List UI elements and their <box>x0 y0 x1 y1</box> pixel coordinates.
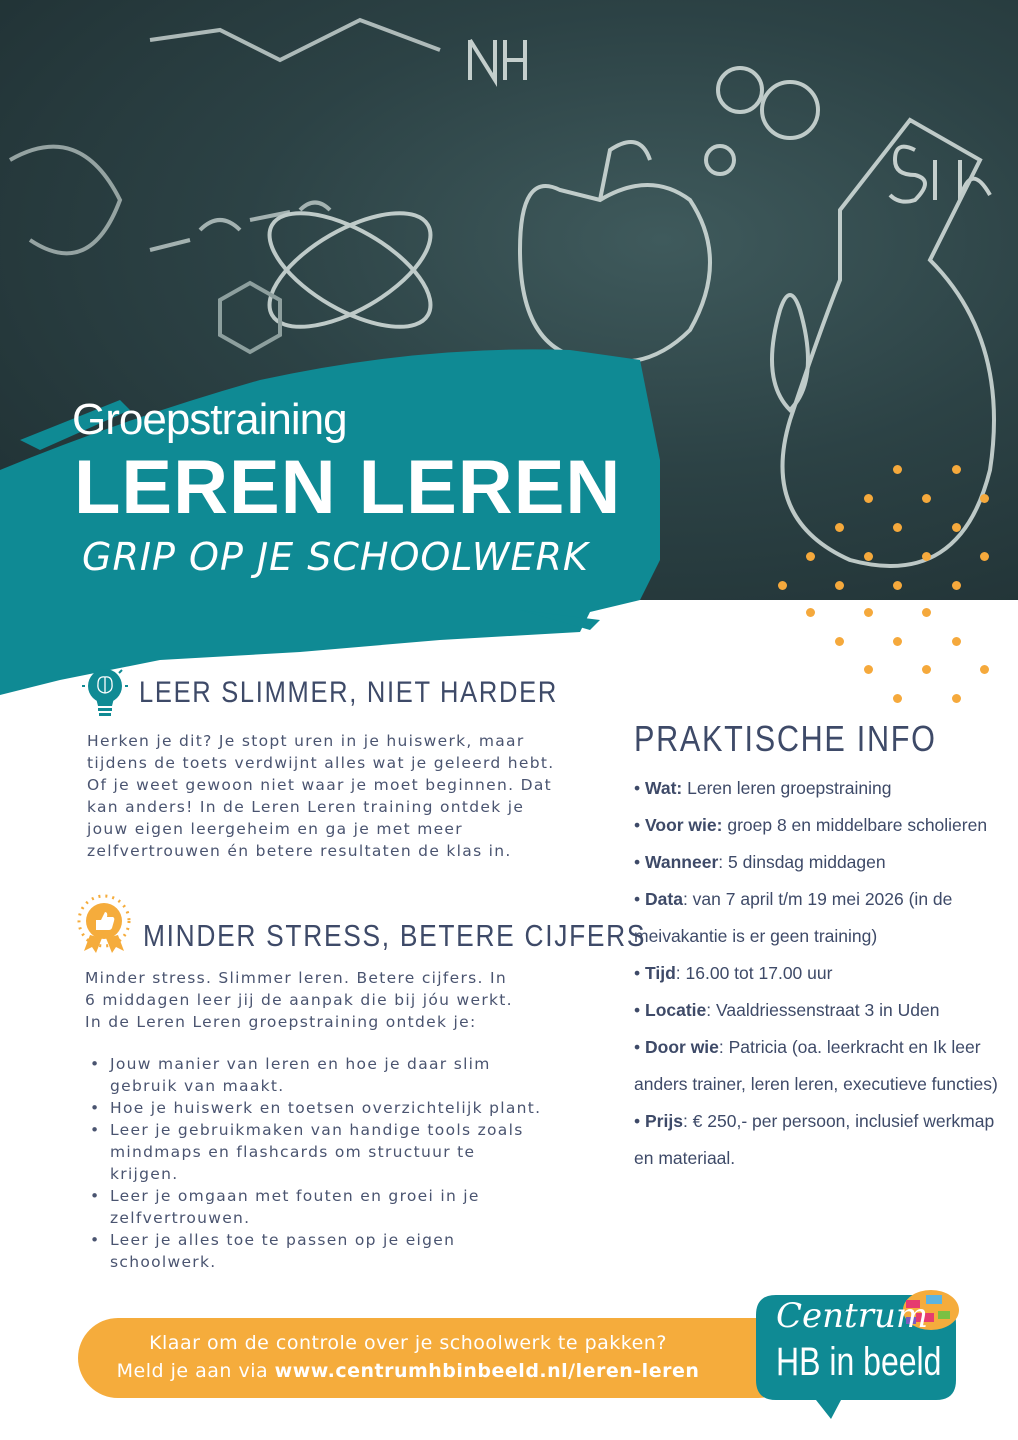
list-item: • Jouw manier van leren en hoe je daar slim gebruik van maakt. <box>110 1053 550 1097</box>
info-value: : van 7 april t/m 19 mei 2026 (in de meivakantie is er geen training) <box>634 889 953 946</box>
hero-title: LEREN LEREN <box>74 445 622 530</box>
info-value: : € 250,- per persoon, inclusief werkmap en materiaal. <box>634 1111 995 1168</box>
info-item-voor-wie: • Voor wie: groep 8 en middelbare scholieren <box>634 815 988 835</box>
cta-line1: Klaar om de controle over je schoolwerk te pakken? <box>149 1332 667 1354</box>
info-item-locatie: • Locatie: Vaaldriessenstraat 3 in Uden <box>634 1000 940 1020</box>
cta-line2 <box>78 1357 738 1385</box>
list-item: • Leer je omgaan met fouten en groei in je zelfvertrouwen. <box>110 1185 550 1229</box>
info-value: : Patricia (oa. leerkracht en Ik leer anders trainer, leren leren, executieve functies) <box>634 1037 998 1094</box>
teal-brush-stroke <box>0 0 1018 700</box>
intro-line: 6 middagen leer jij de aanpak die bij jóu werkt. <box>85 991 513 1009</box>
info-label: Tijd <box>645 963 676 983</box>
info-value: : Vaaldriessenstraat 3 in Uden <box>706 1000 940 1020</box>
info-label: Door wie <box>645 1037 719 1057</box>
section2-heading: MINDER STRESS, BETERE CIJFERS <box>143 918 647 953</box>
award-thumbs-up-icon <box>76 893 132 955</box>
info-value: groep 8 en middelbare scholieren <box>722 815 988 835</box>
info-heading: PRAKTISCHE INFO <box>634 718 937 759</box>
info-item-tijd: • Tijd: 16.00 tot 17.00 uur <box>634 963 833 983</box>
info-item-data: • Data: van 7 april t/m 19 mei 2026 (in de meivakantie is er geen training) <box>634 889 953 946</box>
lightbulb-brain-icon <box>80 662 132 722</box>
signup-link[interactable]: www.centrumhbinbeeld.nl/leren-leren <box>274 1360 700 1382</box>
section1-heading: LEER SLIMMER, NIET HARDER <box>139 676 558 709</box>
info-label: Voor wie: <box>645 815 723 835</box>
info-label: Prijs <box>645 1111 683 1131</box>
info-value: : 5 dinsdag middagen <box>718 852 886 872</box>
info-value: : 16.00 tot 17.00 uur <box>675 963 833 983</box>
list-item: • Leer je gebruikmaken van handige tools zoals mindmaps en flashcards om structuur te krijgen. <box>110 1119 550 1185</box>
signup-banner <box>78 1318 798 1398</box>
section2-intro <box>85 967 555 1033</box>
info-item-prijs: • Prijs: € 250,- per persoon, inclusief werkmap en materiaal. <box>634 1111 995 1168</box>
info-label: Data <box>645 889 683 909</box>
benefits-list <box>110 1053 550 1273</box>
info-item-wat: • Wat: Leren leren groepstraining <box>634 778 892 798</box>
hero-subtitle: Groepstraining <box>72 395 347 444</box>
info-label: Wanneer <box>645 852 719 872</box>
hero-tagline: GRIP OP JE SCHOOLWERK <box>82 535 589 579</box>
info-list <box>634 770 1006 1177</box>
info-item-wanneer: • Wanneer: 5 dinsdag middagen <box>634 852 886 872</box>
cta-prefix: Meld je aan via <box>116 1360 275 1382</box>
info-label: Locatie <box>645 1000 707 1020</box>
list-item: • Hoe je huiswerk en toetsen overzichtelijk plant. <box>110 1097 550 1119</box>
intro-line: In de Leren Leren groepstraining ontdek je: <box>85 1013 477 1031</box>
info-item-door-wie: • Door wie: Patricia (oa. leerkracht en Ik leer anders trainer, leren leren, executieve functies) <box>634 1037 998 1094</box>
info-value: Leren leren groepstraining <box>682 778 892 798</box>
logo-name: HB in beeld <box>776 1340 942 1384</box>
intro-line: Minder stress. Slimmer leren. Betere cijfers. In <box>85 969 507 987</box>
info-label: Wat: <box>645 778 683 798</box>
list-item: • Leer je alles toe te passen op je eigen schoolwerk. <box>110 1229 550 1273</box>
logo-script: Centrum <box>776 1296 929 1336</box>
section1-text: Herken je dit? Je stopt uren in je huiswerk, maar tijdens de toets verdwijnt alles wat je geleerd hebt. Of je weet gewoon niet waar je moet beginnen. Dat kan anders! In de Leren Leren training ontdek je jouw eigen leergeheim en ga je met meer zelfvertrouwen én betere resultaten de klas in. <box>87 732 555 860</box>
